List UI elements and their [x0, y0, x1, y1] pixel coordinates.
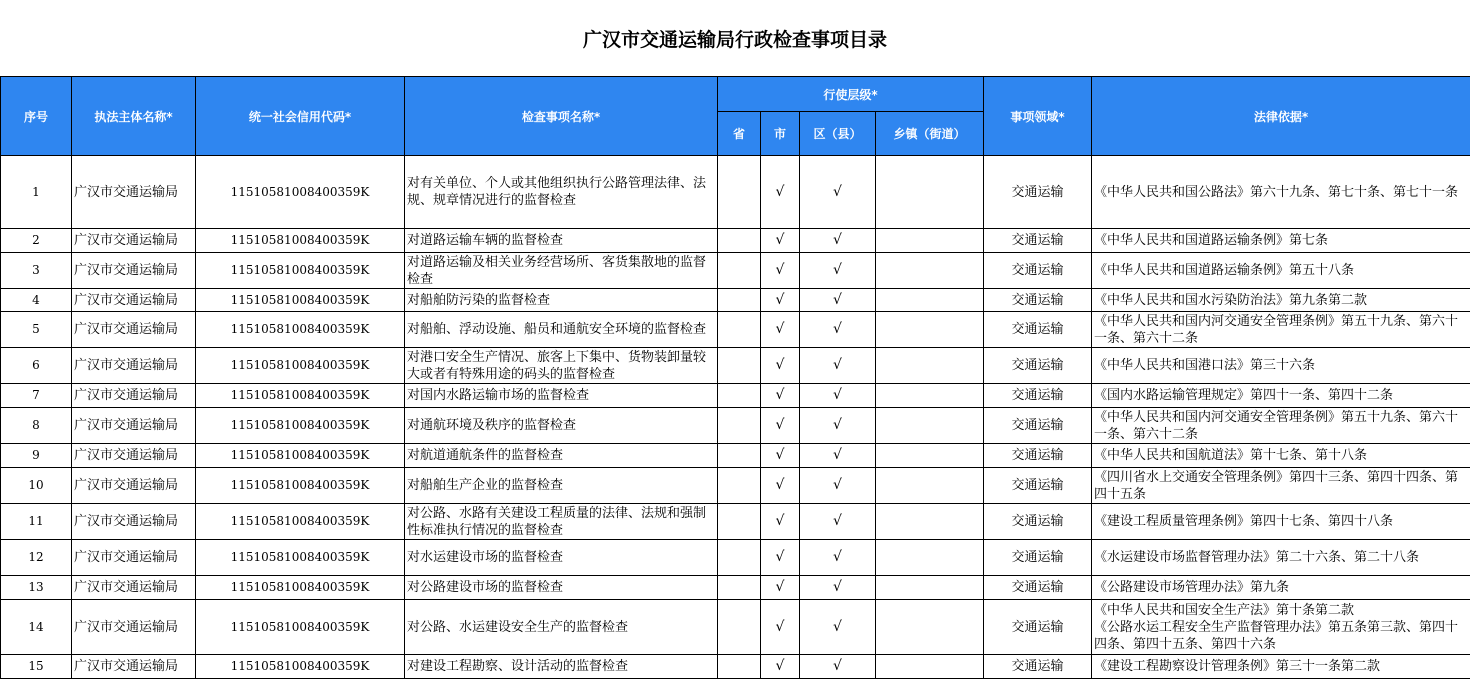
table-row	[1, 655, 1470, 679]
header-law: 法律依据*	[1092, 77, 1470, 156]
row-item-name: 对船舶、浮动设施、船员和通航安全环境的监督检查	[405, 312, 718, 348]
row-law: 《中华人民共和国水污染防治法》第九条第二款	[1092, 289, 1470, 312]
row-item-name: 对道路运输及相关业务经营场所、客货集散地的监督检查	[405, 253, 718, 289]
row-seq: 8	[1, 408, 72, 444]
row-item-name: 对水运建设市场的监督检查	[405, 540, 718, 576]
row-province-check	[718, 348, 761, 384]
row-item-name: 对公路、水路有关建设工程质量的法律、法规和强制性标准执行情况的监督检查	[405, 504, 718, 540]
row-law: 《国内水路运输管理规定》第四十一条、第四十二条	[1092, 384, 1470, 408]
header-agency: 执法主体名称*	[72, 77, 196, 156]
table-row	[1, 384, 1470, 408]
row-city-check: √	[761, 444, 800, 468]
row-province-check	[718, 468, 761, 504]
row-domain: 交通运输	[984, 504, 1092, 540]
row-item-name: 对船舶生产企业的监督检查	[405, 468, 718, 504]
row-town-check	[876, 229, 984, 253]
table-row	[1, 289, 1470, 312]
row-code: 11510581008400359K	[196, 348, 405, 384]
row-province-check	[718, 156, 761, 229]
row-domain: 交通运输	[984, 540, 1092, 576]
row-town-check	[876, 312, 984, 348]
table-row	[1, 253, 1470, 289]
row-town-check	[876, 576, 984, 600]
header-city: 市	[761, 112, 800, 156]
header-level: 行使层级*	[718, 77, 984, 112]
row-agency: 广汉市交通运输局	[72, 156, 196, 229]
row-county-check: √	[800, 576, 876, 600]
row-seq: 10	[1, 468, 72, 504]
row-town-check	[876, 600, 984, 655]
row-item-name: 对公路、水运建设安全生产的监督检查	[405, 600, 718, 655]
row-city-check: √	[761, 504, 800, 540]
row-county-check: √	[800, 444, 876, 468]
row-city-check: √	[761, 540, 800, 576]
row-code: 11510581008400359K	[196, 504, 405, 540]
row-code: 11510581008400359K	[196, 229, 405, 253]
row-code: 11510581008400359K	[196, 289, 405, 312]
row-county-check: √	[800, 156, 876, 229]
inspection-table	[0, 76, 1470, 679]
table-row	[1, 576, 1470, 600]
row-domain: 交通运输	[984, 289, 1092, 312]
row-seq: 14	[1, 600, 72, 655]
row-item-name: 对通航环境及秩序的监督检查	[405, 408, 718, 444]
header-code: 统一社会信用代码*	[196, 77, 405, 156]
table-row	[1, 468, 1470, 504]
row-law: 《四川省水上交通安全管理条例》第四十三条、第四十四条、第四十五条	[1092, 468, 1470, 504]
row-town-check	[876, 253, 984, 289]
row-law: 《公路建设市场管理办法》第九条	[1092, 576, 1470, 600]
row-agency: 广汉市交通运输局	[72, 408, 196, 444]
row-county-check: √	[800, 384, 876, 408]
row-province-check	[718, 600, 761, 655]
row-domain: 交通运输	[984, 312, 1092, 348]
header-province: 省	[718, 112, 761, 156]
row-code: 11510581008400359K	[196, 468, 405, 504]
row-domain: 交通运输	[984, 655, 1092, 679]
row-code: 11510581008400359K	[196, 384, 405, 408]
header-county: 区（县）	[800, 112, 876, 156]
row-agency: 广汉市交通运输局	[72, 655, 196, 679]
row-agency: 广汉市交通运输局	[72, 348, 196, 384]
row-domain: 交通运输	[984, 408, 1092, 444]
row-city-check: √	[761, 384, 800, 408]
row-county-check: √	[800, 504, 876, 540]
row-agency: 广汉市交通运输局	[72, 504, 196, 540]
row-seq: 5	[1, 312, 72, 348]
row-province-check	[718, 253, 761, 289]
row-domain: 交通运输	[984, 384, 1092, 408]
row-item-name: 对建设工程勘察、设计活动的监督检查	[405, 655, 718, 679]
row-seq: 7	[1, 384, 72, 408]
table-row	[1, 408, 1470, 444]
row-seq: 6	[1, 348, 72, 384]
row-seq: 11	[1, 504, 72, 540]
row-item-name: 对有关单位、个人或其他组织执行公路管理法律、法规、规章情况进行的监督检查	[405, 156, 718, 229]
row-city-check: √	[761, 289, 800, 312]
row-county-check: √	[800, 540, 876, 576]
row-item-name: 对船舶防污染的监督检查	[405, 289, 718, 312]
row-domain: 交通运输	[984, 156, 1092, 229]
row-city-check: √	[761, 408, 800, 444]
table-row	[1, 600, 1470, 655]
row-town-check	[876, 504, 984, 540]
header-item: 检查事项名称*	[405, 77, 718, 156]
row-code: 11510581008400359K	[196, 156, 405, 229]
row-domain: 交通运输	[984, 444, 1092, 468]
row-agency: 广汉市交通运输局	[72, 600, 196, 655]
row-code: 11510581008400359K	[196, 600, 405, 655]
row-agency: 广汉市交通运输局	[72, 312, 196, 348]
row-county-check: √	[800, 600, 876, 655]
row-agency: 广汉市交通运输局	[72, 576, 196, 600]
row-county-check: √	[800, 229, 876, 253]
row-town-check	[876, 289, 984, 312]
row-city-check: √	[761, 600, 800, 655]
row-agency: 广汉市交通运输局	[72, 384, 196, 408]
row-province-check	[718, 540, 761, 576]
row-town-check	[876, 408, 984, 444]
row-county-check: √	[800, 408, 876, 444]
row-city-check: √	[761, 468, 800, 504]
header-domain: 事项领域*	[984, 77, 1092, 156]
row-domain: 交通运输	[984, 468, 1092, 504]
row-province-check	[718, 576, 761, 600]
row-law: 《建设工程质量管理条例》第四十七条、第四十八条	[1092, 504, 1470, 540]
row-agency: 广汉市交通运输局	[72, 444, 196, 468]
row-county-check: √	[800, 655, 876, 679]
row-domain: 交通运输	[984, 576, 1092, 600]
row-law: 《中华人民共和国安全生产法》第十条第二款 《公路水运工程安全生产监督管理办法》第五条第三款、第四十四条、第四十五条、第四十六条	[1092, 600, 1470, 655]
row-law: 《建设工程勘察设计管理条例》第三十一条第二款	[1092, 655, 1470, 679]
row-domain: 交通运输	[984, 229, 1092, 253]
row-province-check	[718, 312, 761, 348]
row-seq: 2	[1, 229, 72, 253]
row-province-check	[718, 655, 761, 679]
row-town-check	[876, 540, 984, 576]
row-agency: 广汉市交通运输局	[72, 540, 196, 576]
row-town-check	[876, 468, 984, 504]
row-seq: 13	[1, 576, 72, 600]
row-province-check	[718, 444, 761, 468]
row-province-check	[718, 408, 761, 444]
row-law: 《中华人民共和国港口法》第三十六条	[1092, 348, 1470, 384]
row-city-check: √	[761, 655, 800, 679]
header-seq: 序号	[1, 77, 72, 156]
row-province-check	[718, 229, 761, 253]
row-seq: 3	[1, 253, 72, 289]
table-row	[1, 444, 1470, 468]
row-agency: 广汉市交通运输局	[72, 468, 196, 504]
row-code: 11510581008400359K	[196, 540, 405, 576]
row-domain: 交通运输	[984, 600, 1092, 655]
row-code: 11510581008400359K	[196, 655, 405, 679]
row-county-check: √	[800, 289, 876, 312]
row-law: 《中华人民共和国航道法》第十七条、第十八条	[1092, 444, 1470, 468]
row-seq: 15	[1, 655, 72, 679]
row-code: 11510581008400359K	[196, 312, 405, 348]
row-town-check	[876, 348, 984, 384]
row-item-name: 对国内水路运输市场的监督检查	[405, 384, 718, 408]
row-city-check: √	[761, 576, 800, 600]
row-code: 11510581008400359K	[196, 576, 405, 600]
row-town-check	[876, 156, 984, 229]
header-town: 乡镇（街道）	[876, 112, 984, 156]
row-agency: 广汉市交通运输局	[72, 289, 196, 312]
row-seq: 4	[1, 289, 72, 312]
row-code: 11510581008400359K	[196, 253, 405, 289]
row-agency: 广汉市交通运输局	[72, 253, 196, 289]
row-province-check	[718, 384, 761, 408]
row-city-check: √	[761, 348, 800, 384]
table-row	[1, 156, 1470, 229]
row-city-check: √	[761, 229, 800, 253]
row-code: 11510581008400359K	[196, 408, 405, 444]
row-city-check: √	[761, 253, 800, 289]
row-item-name: 对港口安全生产情况、旅客上下集中、货物装卸量较大或者有特殊用途的码头的监督检查	[405, 348, 718, 384]
row-county-check: √	[800, 312, 876, 348]
row-province-check	[718, 504, 761, 540]
row-province-check	[718, 289, 761, 312]
row-county-check: √	[800, 468, 876, 504]
row-code: 11510581008400359K	[196, 444, 405, 468]
table-row	[1, 504, 1470, 540]
row-domain: 交通运输	[984, 253, 1092, 289]
row-law: 《中华人民共和国内河交通安全管理条例》第五十九条、第六十一条、第六十二条	[1092, 312, 1470, 348]
page-title: 广汉市交通运输局行政检查事项目录	[582, 28, 887, 51]
row-county-check: √	[800, 253, 876, 289]
row-seq: 1	[1, 156, 72, 229]
row-law: 《水运建设市场监督管理办法》第二十六条、第二十八条	[1092, 540, 1470, 576]
row-law: 《中华人民共和国内河交通安全管理条例》第五十九条、第六十一条、第六十二条	[1092, 408, 1470, 444]
row-town-check	[876, 384, 984, 408]
row-city-check: √	[761, 156, 800, 229]
row-law: 《中华人民共和国道路运输条例》第七条	[1092, 229, 1470, 253]
row-item-name: 对道路运输车辆的监督检查	[405, 229, 718, 253]
row-item-name: 对航道通航条件的监督检查	[405, 444, 718, 468]
table-row	[1, 540, 1470, 576]
row-item-name: 对公路建设市场的监督检查	[405, 576, 718, 600]
row-town-check	[876, 444, 984, 468]
table-row	[1, 348, 1470, 384]
table-row	[1, 312, 1470, 348]
row-agency: 广汉市交通运输局	[72, 229, 196, 253]
row-law: 《中华人民共和国道路运输条例》第五十八条	[1092, 253, 1470, 289]
row-seq: 9	[1, 444, 72, 468]
row-seq: 12	[1, 540, 72, 576]
row-law: 《中华人民共和国公路法》第六十九条、第七十条、第七十一条	[1092, 156, 1470, 229]
row-domain: 交通运输	[984, 348, 1092, 384]
row-county-check: √	[800, 348, 876, 384]
row-town-check	[876, 655, 984, 679]
table-row	[1, 229, 1470, 253]
row-city-check: √	[761, 312, 800, 348]
